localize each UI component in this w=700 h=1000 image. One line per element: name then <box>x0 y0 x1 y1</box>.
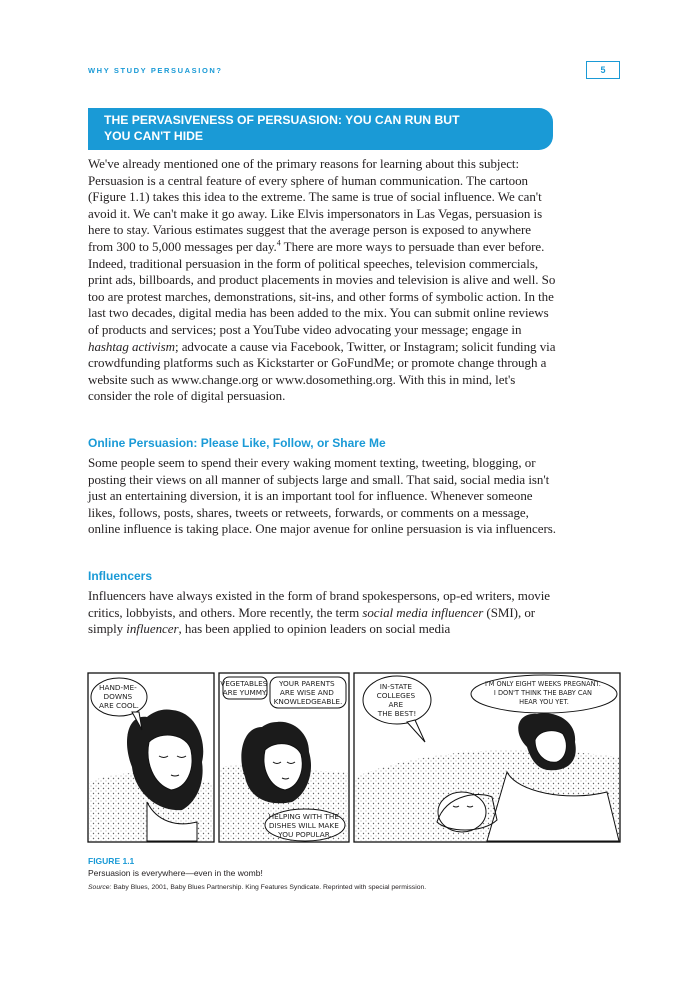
comic-panel-2 <box>219 673 349 842</box>
italic-term: social media influencer <box>362 604 484 620</box>
paragraph-text: We've already mentioned one of the primary reasons for learning about this subject: Persuasion is a central feature of every sphere of human communication. The cartoon (Figure 1.1) takes this idea to the extreme. The same is true of social influence. We can't avoid it. We can't make it go away. Like Elvis impersonators in Las Vegas, persuasion is here to stay. Various estimates suggest that the average person is exposed to anywhere from 300 to 5,000 messages per day. <box>88 156 543 254</box>
comic-line: ARE YUMMY. <box>222 688 268 697</box>
comic-panel-3 <box>354 673 620 842</box>
paragraph-influencers <box>88 588 558 638</box>
figure-label: FIGURE 1.1 <box>88 856 135 866</box>
paragraph-text: Some people seem to spend their every waking moment texting, tweeting, blogging, or posting their views on all manner of subjects large and small. That said, social media isn't just an entertaining diversion, it is an important tool for influence. Whenever someone likes, follows, posts, shares, tweets or retweets, forwards, or comments on a message, online influence is taking place. One major avenue for online persuasion is via influencers. <box>88 455 556 537</box>
section-title-line2: YOU CAN'T HIDE <box>104 129 204 143</box>
comic-line: HELPING WITH THE <box>268 812 340 821</box>
speech-bubble-handmedowns <box>99 683 139 710</box>
speech-bubble-parents <box>274 679 343 706</box>
running-head: WHY STUDY PERSUASION? <box>88 66 223 75</box>
paragraph-text: (SMI), or simply <box>88 604 536 637</box>
comic-line: KNOWLEDGEABLE. <box>273 697 343 706</box>
comic-line: I DON'T THINK THE BABY CAN <box>493 689 592 697</box>
comic-line: ARE WISE AND <box>279 688 334 697</box>
comic-line: HEAR YOU YET. <box>519 698 569 706</box>
figure-source <box>88 884 426 891</box>
section-title-banner <box>88 108 553 150</box>
comic-line: VEGETABLES <box>220 679 268 688</box>
paragraph-text: , has been applied to opinion leaders on social media <box>178 621 451 637</box>
page-number: 5 <box>586 61 620 79</box>
comic-line: IN-STATE <box>379 682 412 691</box>
comic-panel-1 <box>88 673 214 842</box>
comic-line: ARE <box>388 700 404 709</box>
paragraph-text: There are more ways to persuade than ever before. Indeed, traditional persuasion in the form of political speeches, television commercials, print ads, billboards, and product placements in movies and television is alive and well. So too are protest marches, demonstrations, sit-ins, and other forms of symbolic action. In the last two decades, digital media has been added to the mix. You can submit online reviews of products and services; post a YouTube video advocating your message; engage in <box>88 238 556 337</box>
paragraph-online-persuasion <box>88 455 558 538</box>
comic-strip-figure <box>87 672 621 843</box>
comic-line: ARE COOL. <box>99 701 139 710</box>
figure-caption: Persuasion is everywhere—even in the womb! <box>88 868 263 878</box>
comic-line: I'M ONLY EIGHT WEEKS PREGNANT. <box>484 680 601 688</box>
comic-line: COLLEGES <box>376 691 416 700</box>
comic-line: DISHES WILL MAKE <box>268 821 339 830</box>
source-text: Baby Blues, 2001, Baby Blues Partnership. King Features Syndicate. Reprinted with special permission. <box>111 884 427 891</box>
source-label: Source: <box>88 884 112 891</box>
subhead-influencers: Influencers <box>88 569 153 583</box>
comic-line: THE BEST! <box>377 709 417 718</box>
paragraph-text: ; advocate a cause via Facebook, Twitter, or Instagram; solicit funding via crowdfunding platforms such as Kickstarter or GoFundMe; or promote change through a website such as www.change.org or www.dosomething.org. With this in mind, let's consider the role of digital persuasion. <box>88 338 556 404</box>
speech-bubble-dishes <box>269 812 342 839</box>
comic-line: YOUR PARENTS <box>278 679 335 688</box>
subhead-online-persuasion: Online Persuasion: Please Like, Follow, or Share Me <box>88 436 386 450</box>
comic-line: YOU POPULAR. <box>278 830 332 839</box>
italic-term: hashtag activism <box>88 338 175 354</box>
paragraph-pervasiveness <box>88 156 558 405</box>
paragraph-text: Influencers have always existed in the form of brand spokespersons, op-ed writers, movie critics, lobbyists, and others. More recently, the term <box>88 588 551 620</box>
section-title-line1: THE PERVASIVENESS OF PERSUASION: YOU CAN RUN BUT <box>104 113 460 127</box>
comic-line: HAND-ME- <box>98 683 137 692</box>
footnote-ref: 4 <box>276 238 281 248</box>
comic-line: DOWNS <box>103 692 133 701</box>
speech-bubble-vegetables <box>220 679 269 697</box>
italic-term: influencer <box>126 621 179 637</box>
